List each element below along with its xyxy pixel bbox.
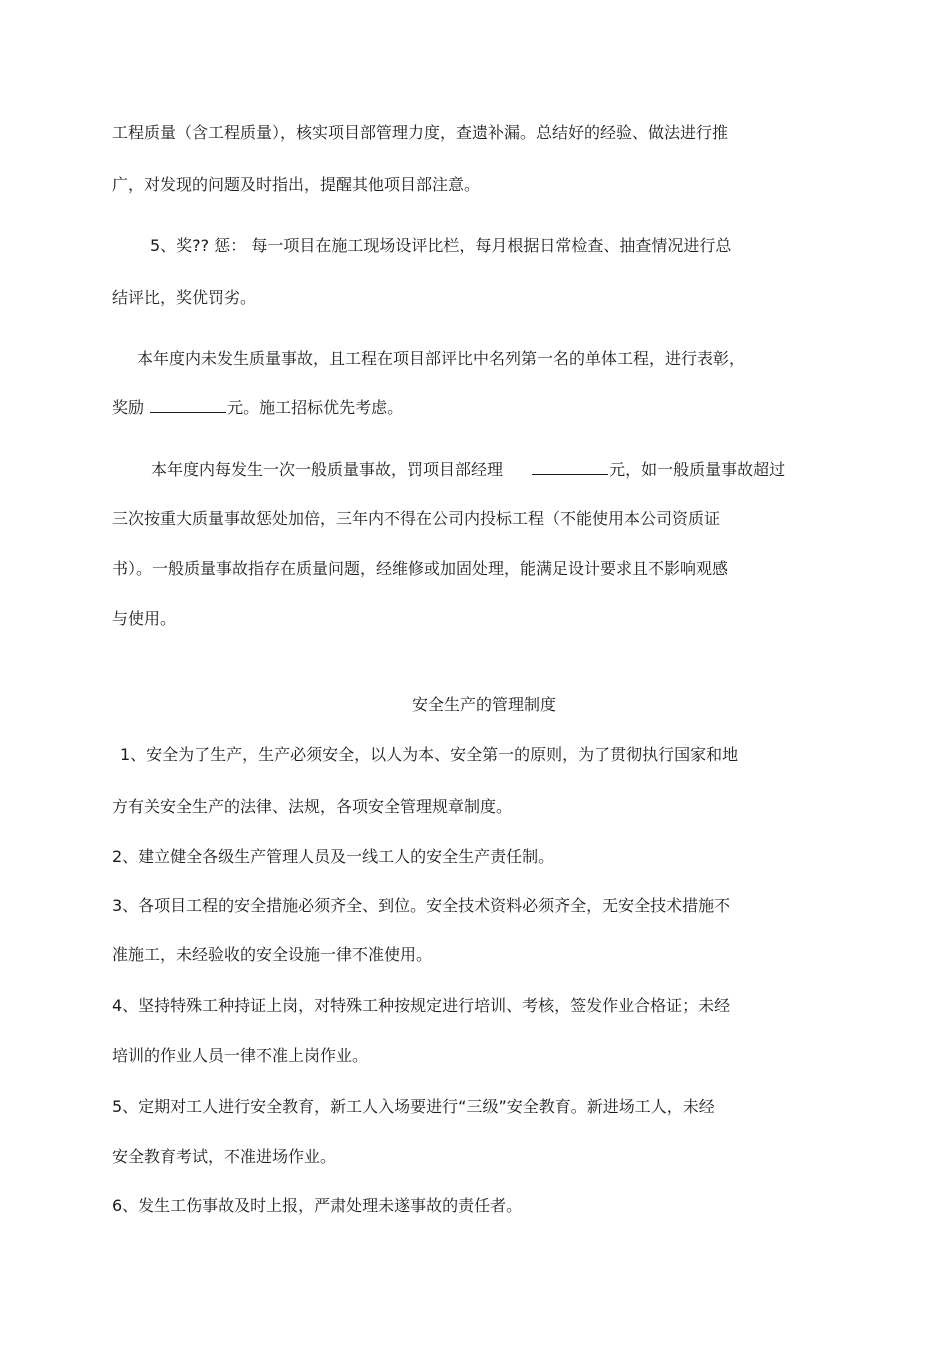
paragraph-line — [112, 397, 403, 419]
penalty-amount-blank — [532, 459, 608, 475]
list-item-line: 1、安全为了生产，生产必须安全，以人为本、安全第一的原则，为了贯彻执行国家和地 — [120, 745, 739, 764]
reward-amount-blank — [150, 397, 226, 413]
penalty-text: 元，如一般质量事故超过 — [609, 460, 786, 479]
paragraph-line: 本年度内未发生质量事故，且工程在项目部评比中名列第一名的单体工程，进行表彰， — [137, 349, 746, 368]
list-item-line: 5、定期对工人进行安全教育，新工人入场要进行“三级”安全教育。新进场工人，未经 — [112, 1097, 715, 1116]
list-item-line: 6、发生工伤事故及时上报，严肃处理未遂事故的责任者。 — [112, 1196, 523, 1215]
paragraph-line: 结评比，奖优罚劣。 — [112, 288, 257, 307]
paragraph-line: 5、奖?? 惩： 每一项目在施工现场设评比栏，每月根据日常检查、抽查情况进行总 — [150, 236, 732, 255]
paragraph-line: 三次按重大质量事故惩处加倍，三年内不得在公司内投标工程（不能使用本公司资质证 — [112, 509, 721, 528]
reward-label: 奖励 — [112, 398, 145, 417]
list-item-line: 安全教育考试，不准进场作业。 — [112, 1147, 337, 1166]
list-item-line: 3、各项目工程的安全措施必须齐全、到位。安全技术资料必须齐全，无安全技术措施不 — [112, 896, 731, 915]
list-item-line: 4、坚持特殊工种持证上岗，对特殊工种按规定进行培训、考核，签发作业合格证；未经 — [112, 996, 731, 1015]
paragraph-line: 广，对发现的问题及时指出，提醒其他项目部注意。 — [112, 175, 481, 194]
reward-text: 元。施工招标优先考虑。 — [227, 398, 404, 417]
list-item-line: 培训的作业人员一律不准上岗作业。 — [112, 1046, 369, 1065]
list-item-line: 方有关安全生产的法律、法规，各项安全管理规章制度。 — [112, 797, 513, 816]
paragraph-line: 工程质量（含工程质量），核实项目部管理力度，查遗补漏。总结好的经验、做法进行推 — [112, 123, 729, 142]
paragraph-line: 与使用。 — [112, 609, 177, 628]
paragraph-line: 书）。一般质量事故指存在质量问题，经维修或加固处理，能满足设计要求且不影响观感 — [112, 559, 729, 578]
section-title: 安全生产的管理制度 — [411, 695, 556, 714]
list-item-line: 准施工，未经验收的安全设施一律不准使用。 — [112, 945, 433, 964]
list-item-line: 2、建立健全各级生产管理人员及一线工人的安全生产责任制。 — [112, 847, 555, 866]
penalty-label: 本年度内每发生一次一般质量事故，罚项目部经理 — [151, 460, 504, 479]
paragraph-line — [151, 459, 785, 481]
